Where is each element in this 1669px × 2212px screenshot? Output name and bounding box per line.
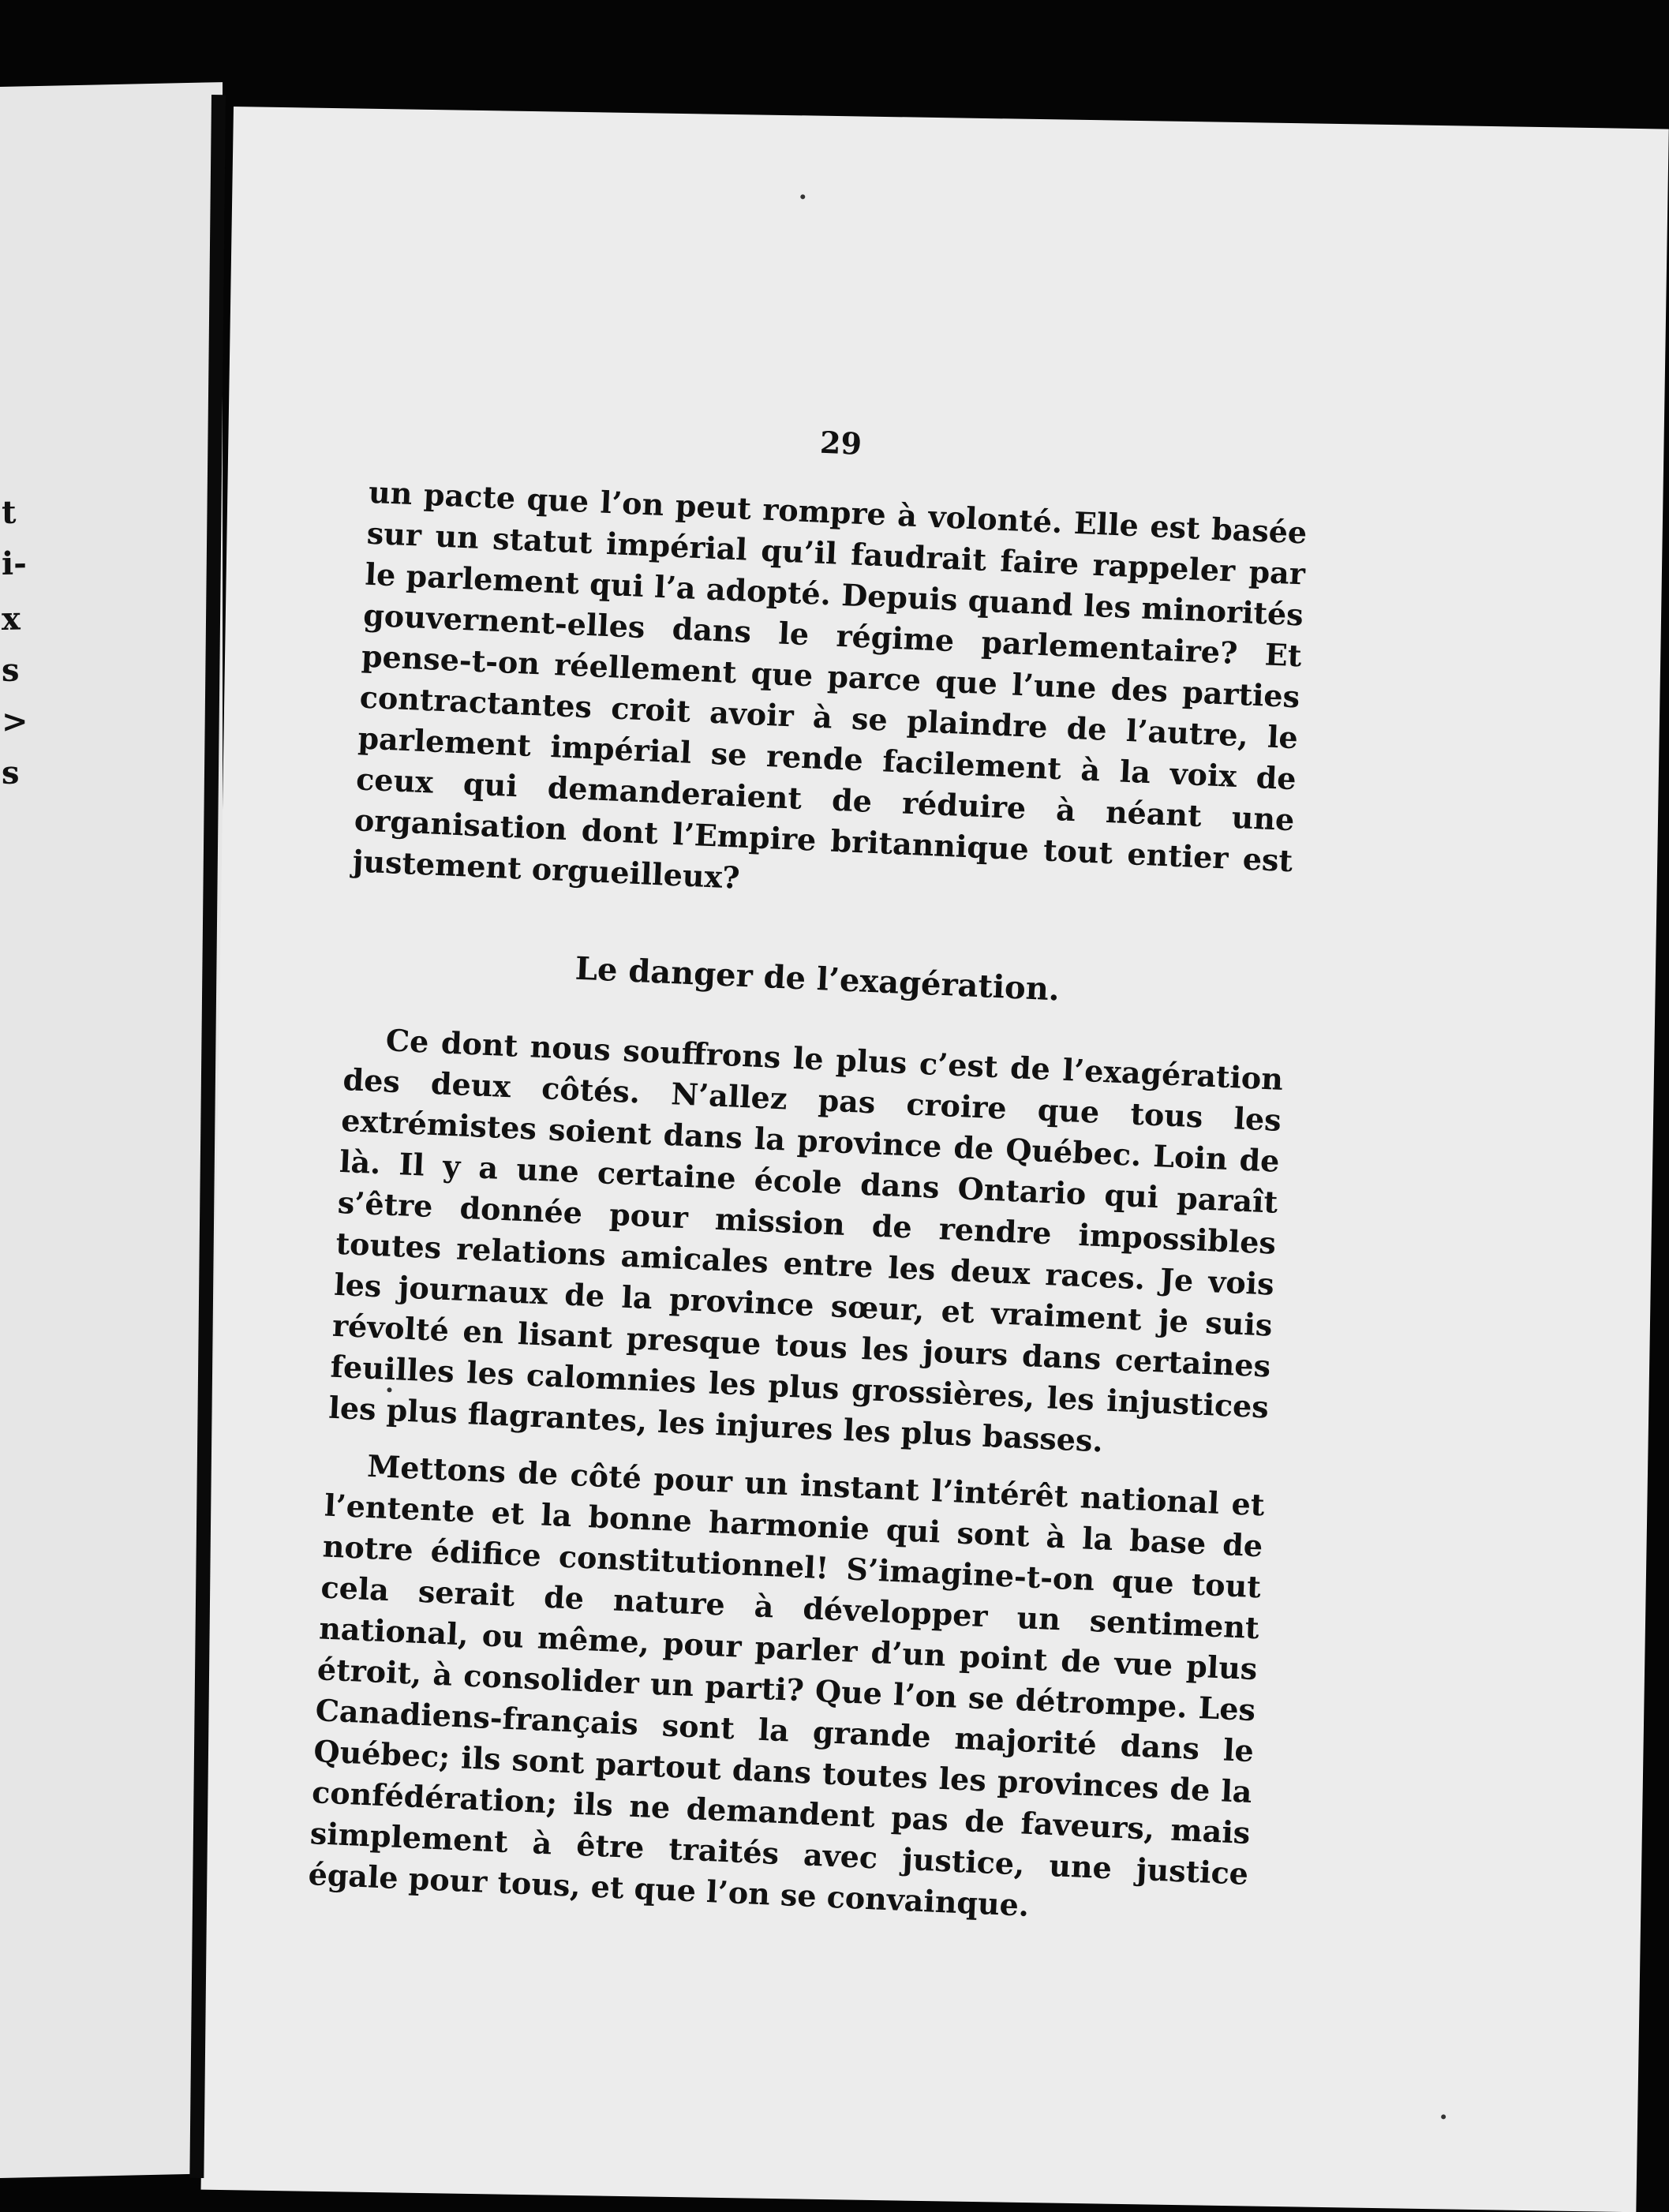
left-page-fragment: t: [2, 493, 17, 531]
section-heading: Le danger de l’exagération.: [574, 949, 1061, 1009]
scan-speck: [800, 194, 805, 199]
page-number: 29: [819, 424, 863, 462]
left-page-fragment: s: [2, 754, 20, 792]
body-paragraph: Ce dont nous souffrons le plus c’est de l’exagération des deux côtés. N’allez pas croire que tous les extrémistes soient dans la province de Québec. Loin de là. Il y a une certaine école dans Ontario qui paraît s’être donnée pour mission de rendre impossibles toutes relations amicales entre les deux races. Je vois les journaux de la province sœur, et vraiment je suis révolté en lisant presque tous les jours dans certaines feuilles les calomnies les plus grossières, les injustices les plus flagrantes, les injures les plus basses.: [327, 1022, 1284, 1459]
left-page-fragment: i-: [2, 545, 27, 582]
left-facing-page: [0, 82, 223, 2178]
scanned-page: [201, 107, 1669, 2212]
page-content: [308, 405, 1311, 1936]
left-page-fragment: x: [2, 600, 21, 638]
left-page-fragment: >: [2, 702, 28, 740]
body-paragraph: un pacte que l’on peut rompre à volonté. Elle est basée sur un statut impérial qu’il faudrait faire rappeler par le parlement qui l’a adopté. Depuis quand les minorités gouvernent-elles dans le régime parlementaire? Et pense-t-on réellement que parce que l’une des parties contractantes croit avoir à se plaindre de l’autre, le parlement impérial se rende facilement à la voix de ceux qui demanderaient de réduire à néant une organisation dont l’Empire britannique tout entier est justement orgueilleux?: [351, 473, 1308, 896]
left-page-fragment: s: [2, 651, 20, 689]
body-paragraph: Mettons de côté pour un instant l’intérêt national et l’entente et la bonne harmonie qui sont à la base de notre édifice constitutionnel! S’imagine-t-on que tout cela serait de nature à développer un sentiment national, ou même, pour parler d’un point de vue plus étroit, à consolider un parti? Que l’on se détrompe. Les Canadiens-français sont la grande majorité dans le Québec; ils sont partout dans toutes les provinces de la confédération; ils ne demandent pas de faveurs, mais simplement à être traités avec justice, une justice égale pour tous, et que l’on se convainque.: [307, 1447, 1266, 1923]
scan-speck: [1441, 2114, 1446, 2119]
